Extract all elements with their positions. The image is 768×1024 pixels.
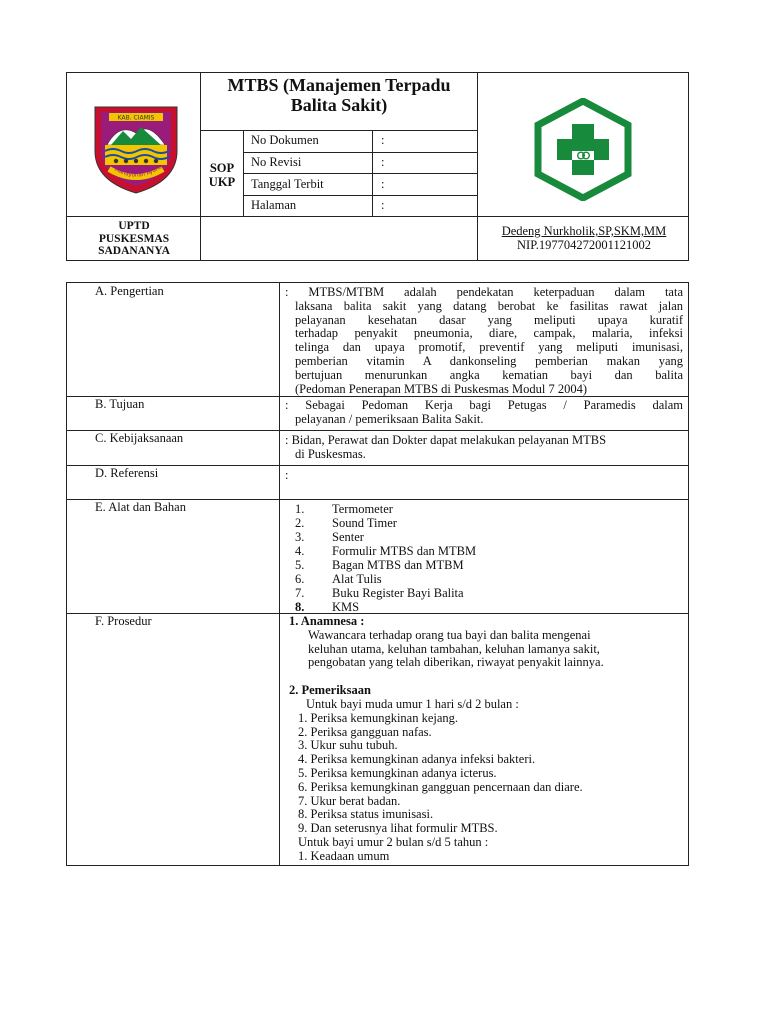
text-line: Wawancara terhadap orang tua bayi dan balita mengenai [308,627,591,642]
text-line: (Pedoman Penerapan MTBS di Puskesmas Modul 7 2004) [295,381,587,396]
section-label-tujuan: B. Tujuan [95,397,145,411]
item-text: KMS [332,600,360,614]
item-number: 2. [295,516,305,530]
item-text: Termometer [332,502,393,516]
cross-icon [557,124,609,175]
section-label-referensi: D. Referensi [95,466,159,480]
sop-title [201,73,477,115]
ukp-text: UKP [208,175,236,189]
organization-name [67,220,201,258]
meta-label-no-revisi: No Revisi [251,155,302,169]
meta-label-no-dokumen: No Dokumen [251,133,319,147]
procedure-step: 1. Periksa kemungkinan kejang. [298,710,459,725]
divider [67,216,689,217]
sop-content-table [66,282,689,866]
section-label-kebijaksanaan: C. Kebijaksanaan [95,431,184,445]
divider [279,283,280,865]
procedure-step: 9. Dan seterusnya lihat formulir MTBS. [298,821,498,836]
title-line-2: Balita Sakit) [290,95,388,115]
logo-ring-text: Mahayunan Ayuna [113,163,164,179]
item-number: 5. [295,558,305,572]
list-item [295,572,476,586]
procedure-step: 6. Periksa kemungkinan gangguan pencernaan dan diare. [298,779,583,794]
procedure-step: 7. Ukur berat badan. [298,793,401,808]
item-text: Bagan MTBS dan MTBM [332,558,464,572]
text-line: pelayanan kesehatan dasar yang meliputi upaya kuratif [295,312,683,327]
item-number: 6. [295,572,305,586]
text-line: telinga dan upaya promotif, preventif yang meliputi imunisasi, [295,340,683,355]
item-text: Buku Register Bayi Balita [332,586,464,600]
org-line-1: UPTD [118,220,150,232]
procedure-heading-pemeriksaan: 2. Pemeriksaan [289,683,371,698]
item-number: 7. [295,586,305,600]
text-line: pemberian vitamin A dankonseling pemberian makan yang [295,353,683,368]
text-line: pelayanan / pemeriksaan Balita Sakit. [295,411,484,426]
procedure-subheading: Untuk bayi muda umur 1 hari s/d 2 bulan : [306,696,519,711]
procedure-step: 1. Keadaan umum [298,848,390,863]
item-text: Alat Tulis [332,572,382,586]
meta-colon: : [381,177,385,191]
item-number: 8. [295,600,305,614]
meta-label-tanggal-terbit: Tanggal Terbit [251,177,324,191]
divider [477,73,478,260]
procedure-text [285,615,683,864]
procedure-step: 4. Periksa kemungkinan adanya infeksi bakteri. [298,752,536,767]
item-text: Sound Timer [332,516,397,530]
section-text-tujuan [285,399,683,427]
list-item [295,502,476,516]
section-label-pengertian: A. Pengertian [95,284,164,298]
section-label-prosedur: F. Prosedur [95,614,152,628]
signatory [479,225,689,252]
meta-colon: : [381,133,385,147]
signer-nip: NIP.197704272001121002 [517,237,651,252]
list-item [295,530,476,544]
meta-label-halaman: Halaman [251,198,297,212]
list-item [295,516,476,530]
sop-text: SOP [209,161,235,175]
logo-top-text: KAB. CIAMIS [117,114,155,122]
item-number: 4. [295,544,305,558]
org-line-2: PUSKESMAS [98,232,170,245]
text-line: keluhan utama, keluhan tambahan, keluhan lamanya sakit, [308,641,600,656]
text-line: : Bidan, Perawat dan Dokter dapat melakukan pelayanan MTBS [285,433,607,447]
section-text-pengertian [285,286,683,396]
equipment-list [295,502,476,614]
item-number: 1. [295,502,305,516]
text-line: : MTBS/MTBM adalah pendekatan keterpaduan dalam tata [285,285,683,299]
item-number: 3. [295,530,305,544]
meta-colon: : [381,198,385,212]
list-item [295,544,476,558]
section-label-alat-bahan: E. Alat dan Bahan [95,500,186,514]
puskesmas-logo [532,98,634,201]
list-item [295,586,476,600]
org-line-3: SADANANYA [98,245,170,257]
list-item [295,558,476,572]
procedure-step: 2. Periksa gangguan nafas. [298,724,432,739]
text-line: pengobatan yang telah diberikan, riwayat penyakit lainnya. [308,655,604,670]
title-line-1: MTBS (Manajemen Terpadu [227,75,451,95]
text-line: laksana balita sakit yang datang berobat ke fasilitas rawat jalan [295,298,683,313]
divider [243,173,478,174]
divider [243,195,478,196]
sop-ukp-label [201,161,243,189]
item-text: Senter [332,530,364,544]
procedure-heading-anamnesa: 1. Anamnesa : [289,614,365,628]
sop-header-table [66,72,689,261]
text-line: di Puskesmas. [295,446,366,461]
kabupaten-ciamis-logo [89,101,183,195]
divider [67,465,689,466]
text-line: terhadap penyakit pneumonia, diare, campak, malaria, infeksi [295,326,683,341]
procedure-step: 3. Ukur suhu tubuh. [298,738,398,753]
section-text-kebijaksanaan [285,434,683,462]
section-text-referensi: : [285,468,289,482]
procedure-step: 5. Periksa kemungkinan adanya icterus. [298,765,497,780]
divider [200,130,478,131]
text-line: : Sebagai Pedoman Kerja bagi Petugas / Paramedis dalam [285,398,683,412]
item-text: Formulir MTBS dan MTBM [332,544,477,558]
list-item [295,600,476,614]
procedure-subheading: Untuk bayi umur 2 bulan s/d 5 tahun : [298,834,489,849]
procedure-step: 8. Periksa status imunisasi. [298,807,434,822]
divider [243,152,478,153]
text-line: bertujuan menurunkan angka kematian bayi dan balita [295,367,683,382]
spacer [285,670,683,684]
meta-colon: : [381,155,385,169]
signer-name: Dedeng Nurkholik,SP,SKM,MM [501,224,667,238]
